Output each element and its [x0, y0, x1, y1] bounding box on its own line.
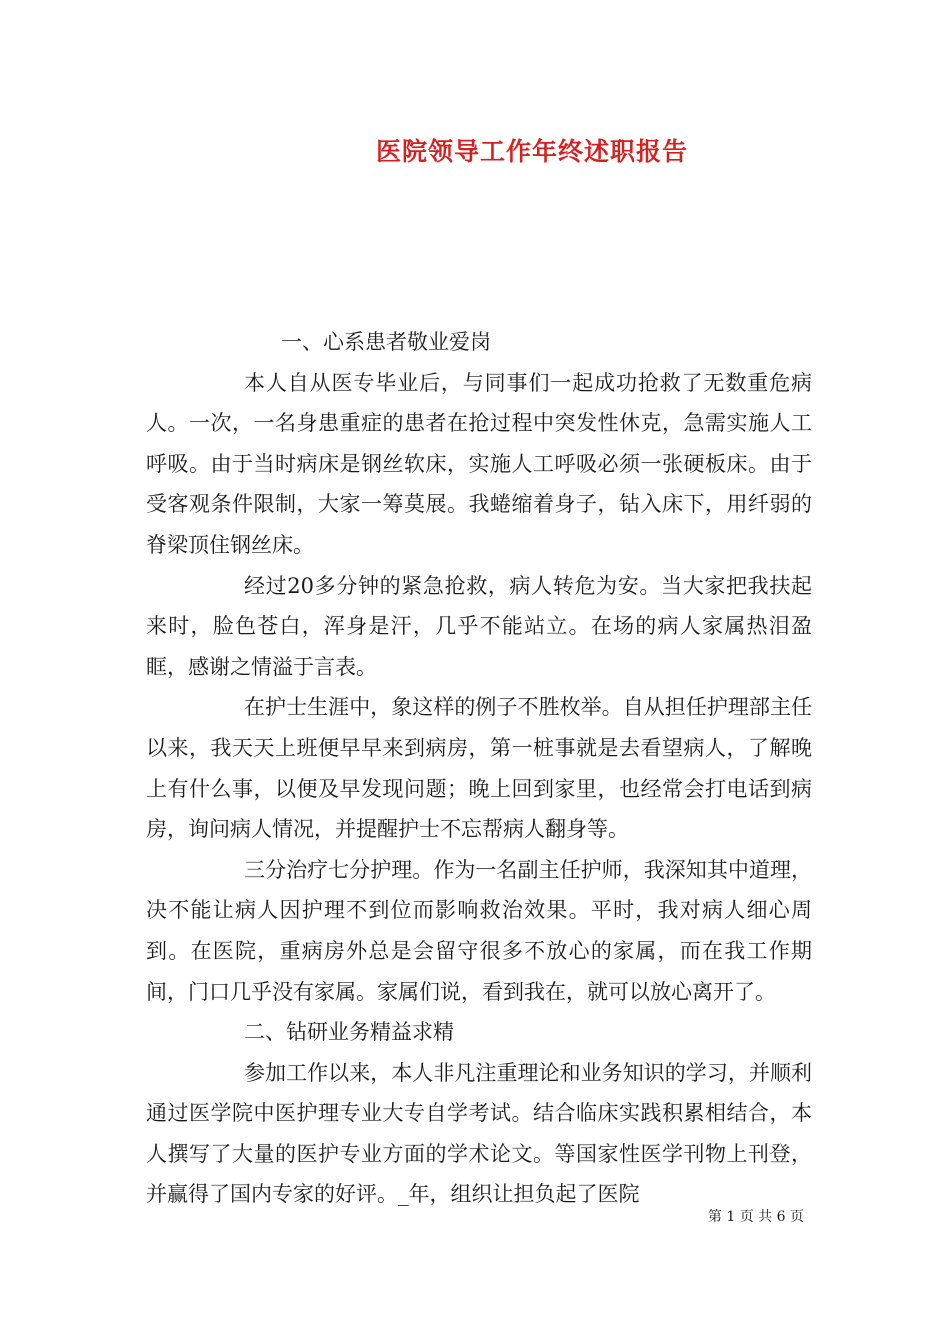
page-number: 第 1 页 共 6 页	[707, 1209, 804, 1225]
section-heading-1: 一、心系患者敬业爱岗	[281, 330, 491, 354]
paragraph-2: 经过20多分钟的紧急抢救，病人转危为安。当大家把我扶起来时，脸色苍白，浑身是汗，几乎不能站立。在场的病人家属热泪盈眶，感谢之情溢于言表。	[146, 573, 812, 679]
document-body	[146, 322, 812, 1215]
paragraph-4: 三分治疗七分护理。作为一名副主任护师，我深知其中道理，决不能让病人因护理不到位而影响救治效果。平时，我对病人细心周到。在医院，重病房外总是会留守很多不放心的家属，而在我工作期间，门口几乎没有家属。家属们说，看到我在，就可以放心离开了。	[146, 857, 812, 1004]
document-title: 医院领导工作年终述职报告	[375, 137, 688, 166]
paragraph-5: 参加工作以来，本人非凡注重理论和业务知识的学习，并顺利通过医学院中医护理专业大专自学考试。结合临床实践积累相结合，本人撰写了大量的医护专业方面的学术论文。等国家性医学刊物上刊登，并赢得了国内专家的好评。_年，组织让担负起了医院	[146, 1060, 812, 1207]
paragraph-3: 在护士生涯中，象这样的例子不胜枚举。自从担任护理部主任以来，我天天上班便早早来到病房，第一桩事就是去看望病人，了解晚上有什么事，以便及早发现问题；晚上回到家里，也经常会打电话到病房，询问病人情况，并提醒护士不忘帮病人翻身等。	[146, 695, 812, 842]
paragraph-1: 本人自从医专毕业后，与同事们一起成功抢救了无数重危病人。一次，一名身患重症的患者在抢过程中突发性休克，急需实施人工呼吸。由于当时病床是钢丝软床，实施人工呼吸必须一张硬板床。由于受客观条件限制，大家一筹莫展。我蜷缩着身子，钻入床下，用纤弱的脊梁顶住钢丝床。	[146, 370, 812, 557]
section-heading-2: 二、钻研业务精益求精	[244, 1020, 454, 1045]
